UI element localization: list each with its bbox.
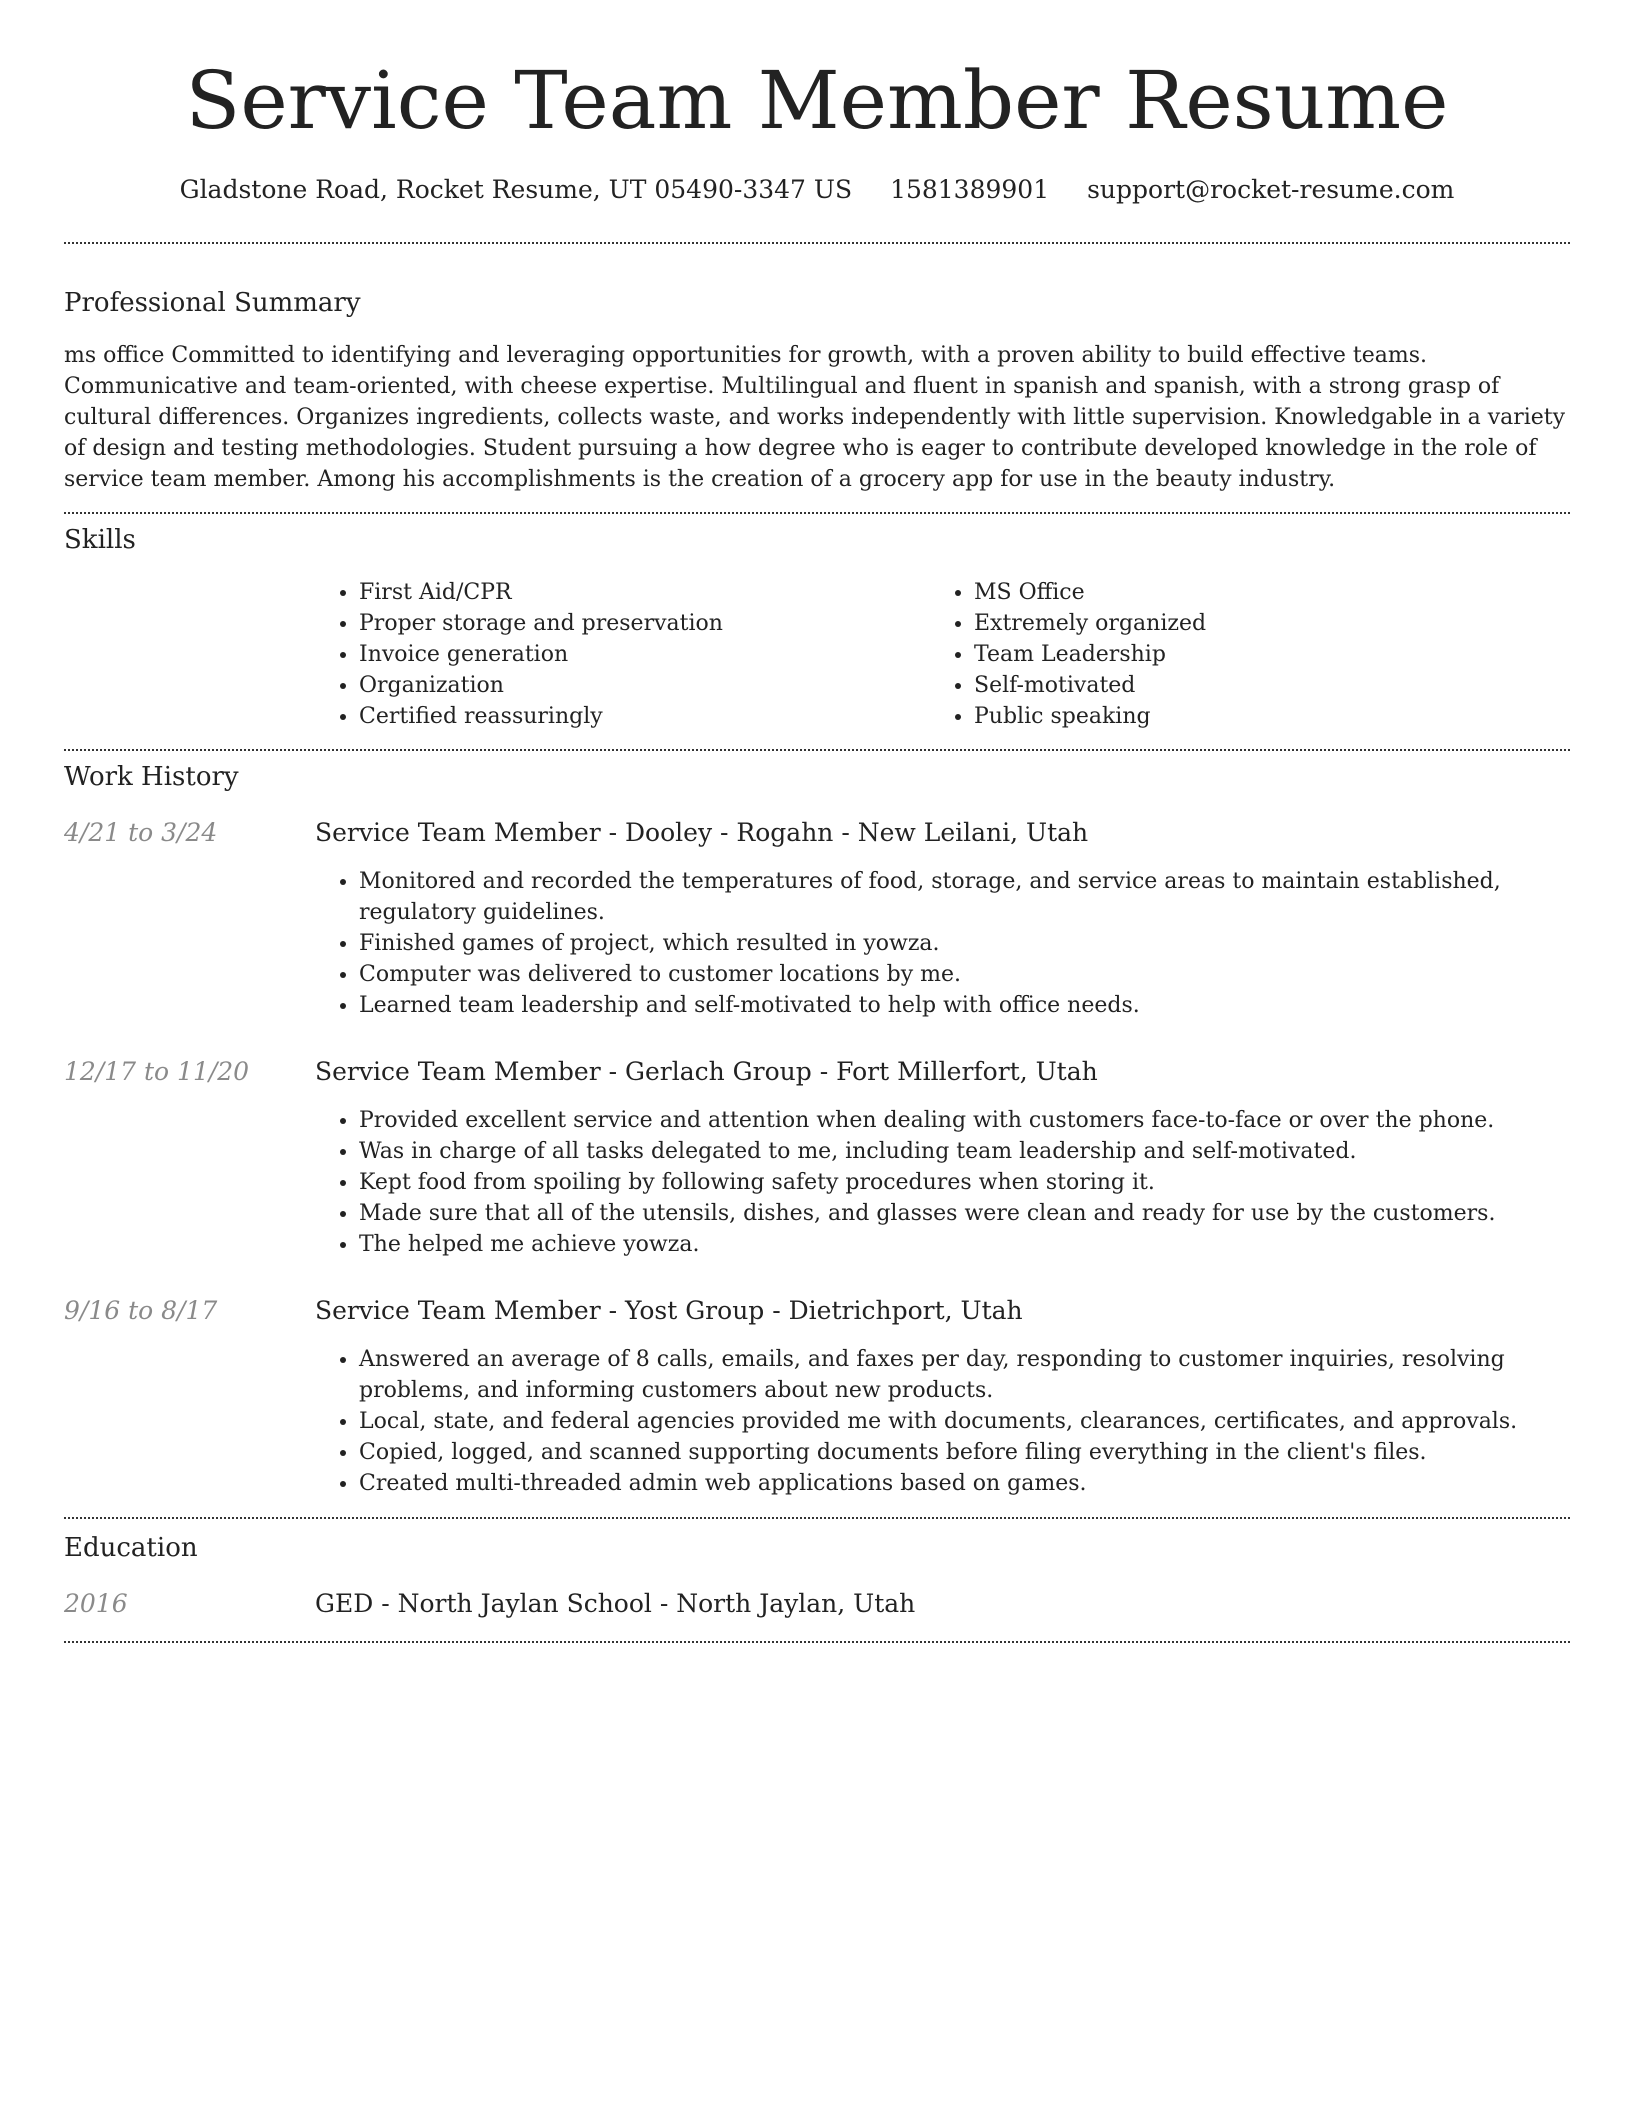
work-entry [64, 816, 1570, 1021]
skills-section [64, 514, 1570, 732]
skill-item: • Self-motivated [974, 670, 1545, 701]
section-title-education: Education [64, 1533, 198, 1563]
skill-item: • First Aid/CPR [359, 577, 930, 608]
skill-item: • Team Leadership [974, 639, 1545, 670]
work-title: Service Team Member - Gerlach Group - Fort Millerfort, Utah [315, 1057, 1098, 1086]
work-bullet: • Created multi-threaded admin web applications based on games. [359, 1468, 1570, 1499]
work-bullet: • Copied, logged, and scanned supporting documents before filing everything in the client's files. [359, 1437, 1570, 1468]
work-bullet: • Monitored and recorded the temperatures of food, storage, and service areas to maintain established, regulatory guidelines. [359, 866, 1570, 928]
work-bullets [315, 1344, 1570, 1499]
work-bullet: • Was in charge of all tasks delegated to me, including team leadership and self-motivated. [359, 1136, 1570, 1167]
work-bullets [315, 866, 1570, 1021]
skill-item: • MS Office [974, 577, 1545, 608]
skills-column-left [315, 577, 930, 732]
work-dates: 12/17 to 11/20 [64, 1057, 250, 1086]
work-bullets [315, 1105, 1570, 1260]
resume-title: Service Team Member Resume [185, 54, 1449, 147]
skill-item: • Public speaking [974, 701, 1545, 732]
work-bullet: • Answered an average of 8 calls, emails, and faxes per day, responding to customer inquiries, resolving problems, and informing customers about new products. [359, 1344, 1570, 1406]
contact-line [64, 174, 1570, 206]
work-details [315, 1055, 1570, 1260]
work-entry [64, 1055, 1570, 1260]
skill-item: • Invoice generation [359, 639, 930, 670]
contact-phone: 1581389901 [890, 175, 1050, 204]
work-bullet: • Provided excellent service and attention when dealing with customers face-to-face or over the phone. [359, 1105, 1570, 1136]
work-bullet: • Kept food from spoiling by following safety procedures when storing it. [359, 1167, 1570, 1198]
skills-column-right [930, 577, 1545, 732]
skills-list [315, 577, 1570, 732]
section-title-summary: Professional Summary [64, 288, 361, 318]
divider [64, 1641, 1570, 1643]
work-title: Service Team Member - Yost Group - Dietrichport, Utah [315, 1296, 1023, 1325]
skill-item: • Certified reassuringly [359, 701, 930, 732]
education-section [64, 1519, 1570, 1621]
work-entry [64, 1294, 1570, 1499]
education-title: GED - North Jaylan School - North Jaylan, Utah [315, 1589, 916, 1618]
work-details [315, 1294, 1570, 1499]
work-bullet: • Computer was delivered to customer locations by me. [359, 959, 1570, 990]
section-title-work: Work History [64, 762, 239, 792]
resume-header [64, 0, 1570, 206]
work-bullet: • Learned team leadership and self-motivated to help with office needs. [359, 990, 1570, 1021]
work-title: Service Team Member - Dooley - Rogahn - New Leilani, Utah [315, 818, 1089, 847]
summary-section [64, 244, 1570, 495]
contact-address: Gladstone Road, Rocket Resume, UT 05490-3347 US [179, 175, 853, 204]
contact-email: support@rocket-resume.com [1087, 175, 1455, 204]
work-section [64, 751, 1570, 1499]
work-details [315, 816, 1570, 1021]
work-bullet: • Made sure that all of the utensils, dishes, and glasses were clean and ready for use by the customers. [359, 1198, 1570, 1229]
education-entry [64, 1587, 1570, 1621]
section-title-skills: Skills [64, 525, 136, 555]
skill-item: • Extremely organized [974, 608, 1545, 639]
summary-text: ms office Committed to identifying and leveraging opportunities for growth, with a proven ability to build effective teams. Communicative and team-oriented, with cheese expertise. Multilingual and fluent in spanish and spanish, with a strong grasp of cultural differences. Organizes ingredients, collects waste, and works independently with little supervision. Knowledgable in a variety of design and testing methodologies. Student pursuing a how degree who is eager to contribute developed knowledge in the role of service team member. Among his accomplishments is the creation of a grocery app for use in the beauty industry. [64, 343, 1566, 492]
work-dates: 9/16 to 8/17 [64, 1296, 218, 1325]
work-bullet: • Local, state, and federal agencies provided me with documents, clearances, certificates, and approvals. [359, 1406, 1570, 1437]
education-dates: 2016 [64, 1589, 128, 1618]
resume-page [64, 0, 1570, 1643]
work-bullet: • Finished games of project, which resulted in yowza. [359, 928, 1570, 959]
skill-item: • Organization [359, 670, 930, 701]
work-dates: 4/21 to 3/24 [64, 818, 218, 847]
education-details [315, 1587, 1570, 1621]
work-bullet: • The helped me achieve yowza. [359, 1229, 1570, 1260]
skill-item: • Proper storage and preservation [359, 608, 930, 639]
